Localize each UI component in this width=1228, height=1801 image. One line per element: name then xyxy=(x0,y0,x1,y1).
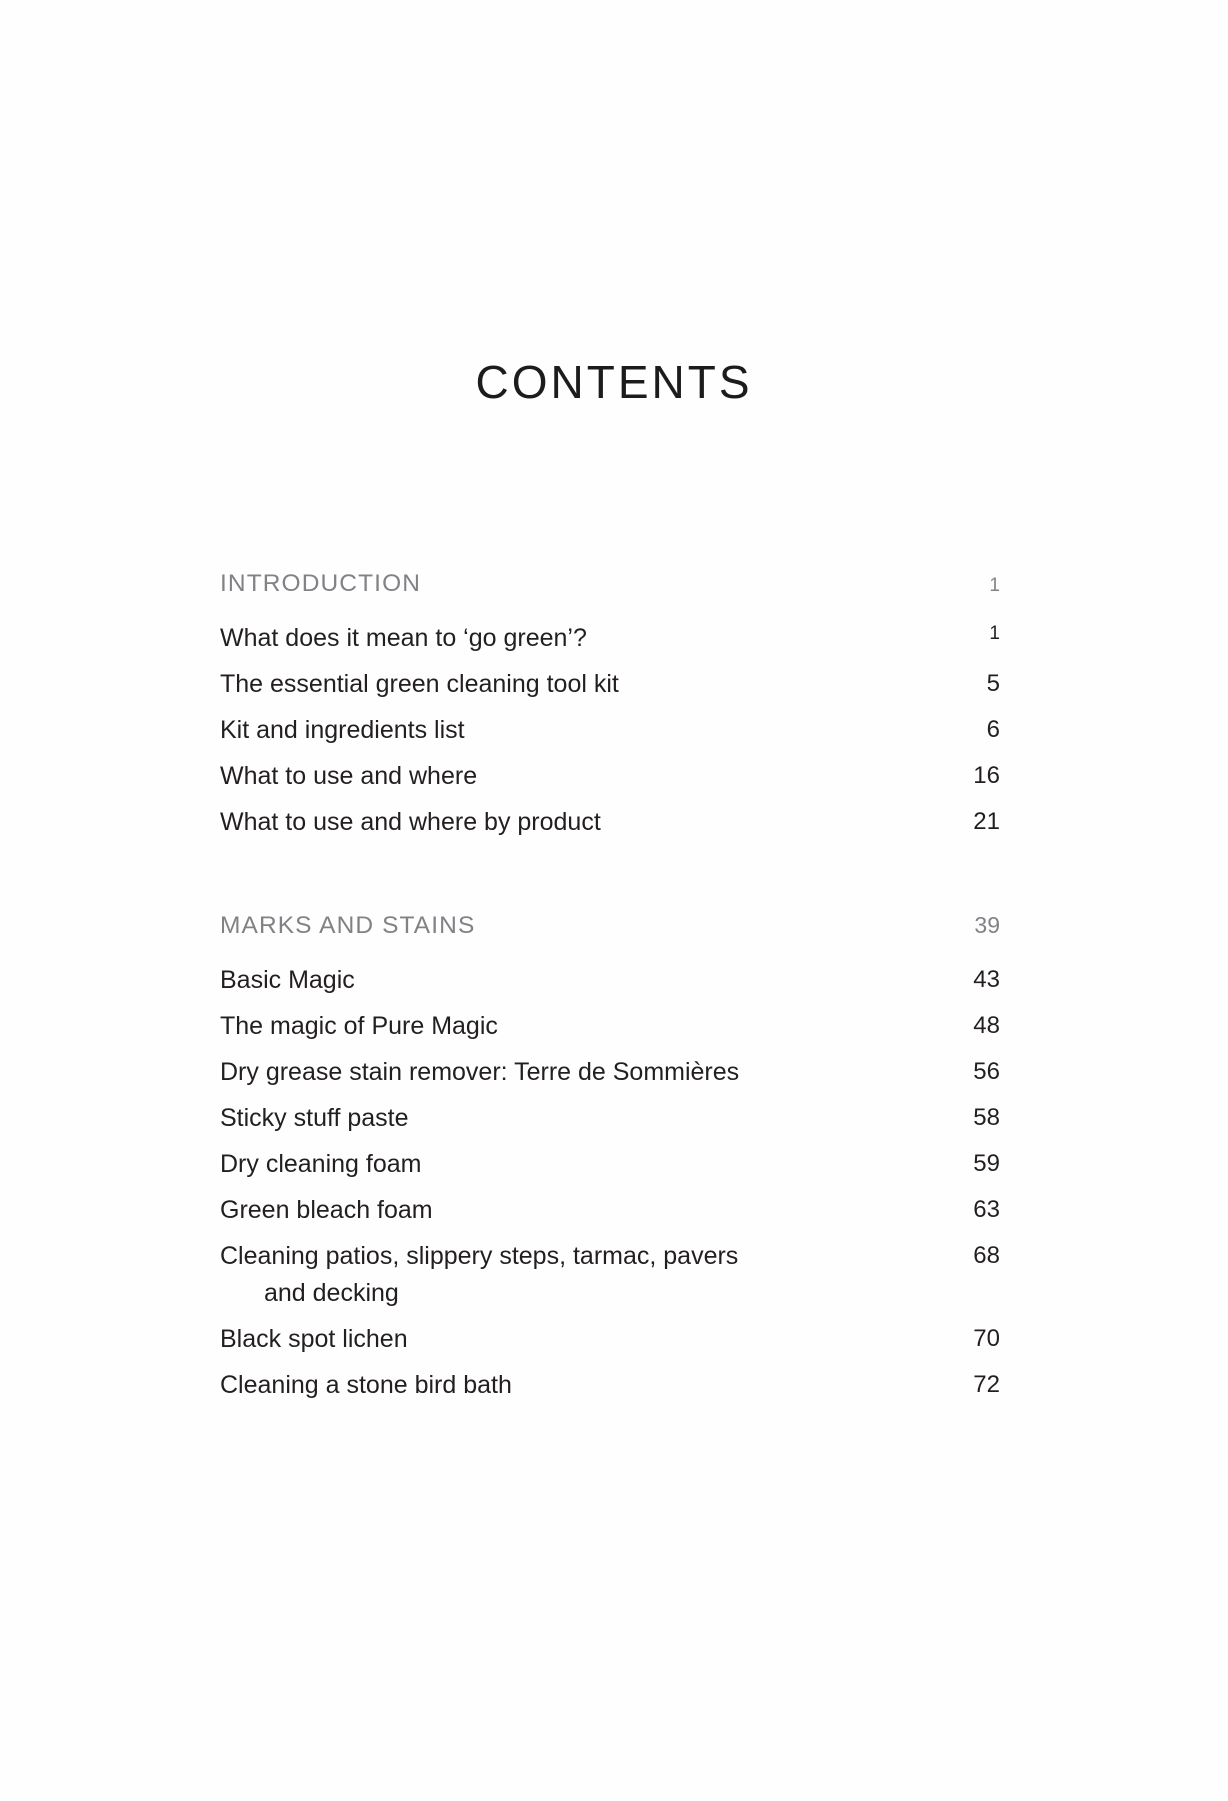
toc-entry-label: Dry grease stain remover: Terre de Sommières xyxy=(220,1058,740,1086)
toc-entry-label xyxy=(220,1238,738,1312)
toc-entry-page: 59 xyxy=(973,1150,1000,1177)
toc-entry[interactable] xyxy=(220,962,1000,999)
page-title: CONTENTS xyxy=(475,356,753,408)
toc-entry[interactable] xyxy=(220,1054,1000,1091)
toc-entry-label: Green bleach foam xyxy=(220,1196,433,1224)
toc-entry[interactable] xyxy=(220,666,1000,703)
toc-entry-page: 72 xyxy=(973,1371,1000,1398)
toc-entry-page: 6 xyxy=(986,716,1000,743)
toc-entry[interactable] xyxy=(220,1321,1000,1358)
toc-entry-page: 48 xyxy=(973,1012,1000,1039)
toc-entry-page: 1 xyxy=(989,623,1000,644)
toc-entry-page: 21 xyxy=(973,808,1000,835)
section-spacer xyxy=(220,850,1000,912)
toc-section-introduction xyxy=(220,570,1000,841)
toc-entry-page: 63 xyxy=(973,1196,1000,1223)
toc-entry-label: What to use and where xyxy=(220,762,478,790)
toc-entry-label: Dry cleaning foam xyxy=(220,1150,422,1178)
toc-entry[interactable] xyxy=(220,1192,1000,1229)
table-of-contents xyxy=(220,570,1000,1413)
toc-entry[interactable] xyxy=(220,1008,1000,1045)
toc-entry-label: What to use and where by product xyxy=(220,808,601,836)
toc-entry-label: Black spot lichen xyxy=(220,1325,408,1353)
toc-entry[interactable] xyxy=(220,1367,1000,1404)
toc-entry-page: 58 xyxy=(973,1104,1000,1131)
toc-section-heading[interactable] xyxy=(220,570,1000,598)
toc-entry-label: The magic of Pure Magic xyxy=(220,1012,498,1040)
toc-entry-label-line1: Cleaning patios, slippery steps, tarmac, pavers xyxy=(220,1242,739,1270)
toc-entry[interactable] xyxy=(220,1146,1000,1183)
toc-section-marks-and-stains xyxy=(220,912,1000,1404)
toc-section-heading-page: 39 xyxy=(974,912,1000,938)
toc-entry-label-line2: and decking xyxy=(264,1279,399,1307)
toc-entry[interactable] xyxy=(220,1100,1000,1137)
toc-entry-page: 68 xyxy=(973,1242,1000,1269)
toc-section-heading-label: INTRODUCTION xyxy=(220,570,422,597)
toc-entry[interactable] xyxy=(220,758,1000,795)
toc-entry-page: 16 xyxy=(973,762,1000,789)
toc-entry[interactable] xyxy=(220,804,1000,841)
toc-entry-label: Sticky stuff paste xyxy=(220,1104,409,1132)
toc-section-heading[interactable] xyxy=(220,912,1000,940)
toc-entry-page: 43 xyxy=(973,966,1000,993)
toc-entry[interactable] xyxy=(220,620,1000,657)
toc-entry-label: Cleaning a stone bird bath xyxy=(220,1371,512,1399)
toc-section-heading-page: 1 xyxy=(989,575,1000,596)
toc-entry[interactable] xyxy=(220,712,1000,749)
toc-entry[interactable] xyxy=(220,1238,1000,1312)
toc-entry-page: 5 xyxy=(986,670,1000,697)
toc-entry-label: What does it mean to ‘go green’? xyxy=(220,624,587,652)
toc-section-heading-label: MARKS AND STAINS xyxy=(220,912,476,939)
toc-entry-page: 70 xyxy=(973,1325,1000,1352)
toc-entry-label: The essential green cleaning tool kit xyxy=(220,670,619,698)
toc-entry-label: Basic Magic xyxy=(220,966,355,994)
toc-entry-label: Kit and ingredients list xyxy=(220,716,465,744)
toc-entry-page: 56 xyxy=(973,1058,1000,1085)
